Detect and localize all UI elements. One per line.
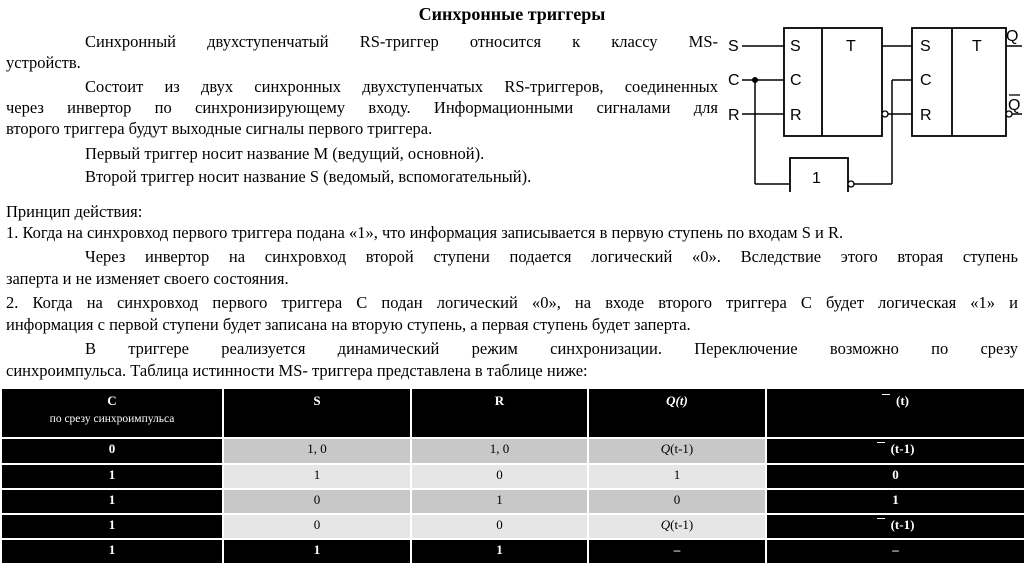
trigger-m-c-label: C xyxy=(790,72,802,89)
table-row xyxy=(1,464,1024,489)
cell-c: 1 xyxy=(1,464,223,489)
header-qbar xyxy=(766,388,1024,438)
input-label-s: S xyxy=(728,38,739,55)
cell-s: 1, 0 xyxy=(223,438,411,464)
overbar xyxy=(877,518,885,519)
cell-qbar: 1 xyxy=(766,489,1024,514)
inverter-label: 1 xyxy=(812,170,821,187)
cell-r: 1 xyxy=(411,539,588,564)
inversion-bubble xyxy=(848,181,854,187)
cell-q xyxy=(588,438,766,464)
trigger-m-r-label: R xyxy=(790,107,802,124)
cell-s: 0 xyxy=(223,514,411,539)
table-row xyxy=(1,489,1024,514)
principle-heading: Принцип действия: xyxy=(6,202,143,221)
cell-q-symbol: Q xyxy=(660,441,671,456)
cell-r: 0 xyxy=(411,514,588,539)
inversion-bubble xyxy=(882,111,888,117)
header-r: R xyxy=(411,388,588,438)
cell-c: 1 xyxy=(1,514,223,539)
truth-table xyxy=(0,387,1024,565)
cell-s: 1 xyxy=(223,464,411,489)
cell-c: 1 xyxy=(1,489,223,514)
principle-item2-line1: 2. Когда на синхровход первого триггера С подан логический «0», на входе второго триггера С будет логическая «1» и xyxy=(6,293,1018,312)
header-qbar-arg: (t) xyxy=(896,393,909,408)
cell-s: 1 xyxy=(223,539,411,564)
cell-qbar: – xyxy=(766,539,1024,564)
cell-r: 1, 0 xyxy=(411,438,588,464)
intro-p1-line1: Синхронный двухступенчатый RS-триггер относится к классу MS- xyxy=(85,32,718,51)
intro-p3: Первый триггер носит название M (ведущий, основной). xyxy=(85,144,485,163)
cell-qbar-value: (t-1) xyxy=(890,441,915,456)
cell-q xyxy=(588,539,766,564)
cell-c: 0 xyxy=(1,438,223,464)
intro-p2-line1: Состоит из двух синхронных двухступенчатых RS-триггеров, соединенных xyxy=(85,77,718,96)
cell-qbar xyxy=(766,438,1024,464)
overbar xyxy=(877,442,885,443)
cell-qbar xyxy=(766,514,1024,539)
header-c xyxy=(1,388,223,438)
table-row xyxy=(1,514,1024,539)
intro-p4: Второй триггер носит название S (ведомый, вспомогательный). xyxy=(85,167,532,186)
header-c-label: C xyxy=(107,393,117,408)
principle-item3-line2: синхроимпульса. Таблица истинности MS- триггера представлена в таблице ниже: xyxy=(6,361,588,380)
intro-p2-line2: через инвертор по синхронизирующему входу. Информационными сигналами для xyxy=(6,98,718,117)
principle-item1b-line1: Через инвертор на синхровход второй ступени подается логический «0». Вследствие этого вторая ступень xyxy=(85,247,1018,266)
cell-q xyxy=(588,464,766,489)
header-q-symbol: Q xyxy=(666,393,676,408)
table-row xyxy=(1,539,1024,564)
header-c-sub: по срезу синхроимпульса xyxy=(49,413,175,425)
output-q-label: Q xyxy=(1006,28,1019,45)
principle-item1: 1. Когда на синхровход первого триггера подана «1», что информация записывается в первую ступень по входам S и R. xyxy=(6,223,844,242)
intro-p2-line3: второго триггера будут выходные сигналы первого триггера. xyxy=(6,119,433,138)
cell-qbar-value: (t-1) xyxy=(890,517,915,532)
input-label-r: R xyxy=(728,107,740,124)
input-label-c: C xyxy=(728,72,740,89)
cell-r: 0 xyxy=(411,464,588,489)
trigger-m-t-label: T xyxy=(846,38,856,55)
trigger-s-t-label: T xyxy=(972,38,982,55)
cell-c: 1 xyxy=(1,539,223,564)
cell-q xyxy=(588,489,766,514)
cell-q-value: (t-1) xyxy=(670,441,694,456)
trigger-s-s-label: S xyxy=(920,38,931,55)
ms-trigger-diagram xyxy=(722,22,1024,192)
intro-p1-line2: устройств. xyxy=(6,53,81,72)
table-row xyxy=(1,438,1024,464)
trigger-m-s-label: S xyxy=(790,38,801,55)
trigger-s-r-label: R xyxy=(920,107,932,124)
header-q-arg: (t) xyxy=(675,393,688,408)
cell-q-value: (t-1) xyxy=(670,517,694,532)
principle-item2-line2: информация с первой ступени будет записана на вторую ступень, а первая ступень будет заперта. xyxy=(6,315,691,334)
principle-item3-line1: В триггере реализуется динамический режим синхронизации. Переключение возможно по срезу xyxy=(85,339,1018,358)
cell-q-symbol: Q xyxy=(660,517,671,532)
output-nq-label: Q xyxy=(1008,97,1021,114)
header-s: S xyxy=(223,388,411,438)
cell-q-value: 0 xyxy=(673,492,681,507)
principle-item1b-line2: заперта и не изменяет своего состояния. xyxy=(6,269,289,288)
cell-q xyxy=(588,514,766,539)
page-title: Синхронные триггеры xyxy=(418,4,606,24)
table-header-row xyxy=(1,388,1024,438)
cell-q-value: 1 xyxy=(673,467,681,482)
overbar xyxy=(882,394,890,395)
cell-q-value: – xyxy=(673,542,681,557)
cell-qbar: 0 xyxy=(766,464,1024,489)
header-q xyxy=(588,388,766,438)
trigger-s-c-label: C xyxy=(920,72,932,89)
cell-r: 1 xyxy=(411,489,588,514)
cell-s: 0 xyxy=(223,489,411,514)
